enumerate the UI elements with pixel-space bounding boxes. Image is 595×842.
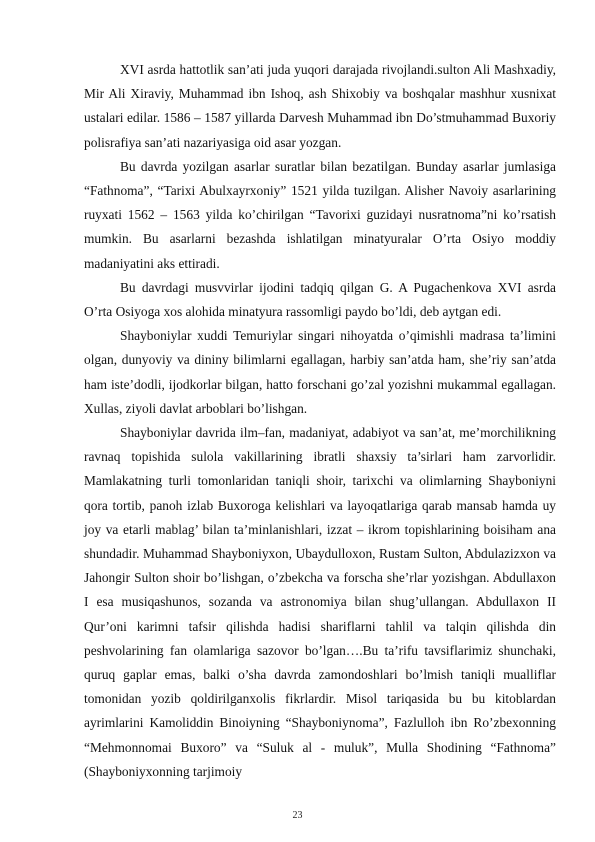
- paragraph-illustrated-works: Bu davrda yozilgan asarlar suratlar bilan bezatilgan. Bunday asarlar jumlasiga “Fathnoma”, “Tarixi Abulxayrxoniy” 1521 yilda tuzilgan. Alisher Navoiy asarlarining ruyxati 1562 – 1563 yilda ko’chirilgan “Tavorixi guzidayi nusratnoma”ni ko’rsatish mumkin. Bu asarlarni bezashda ishlatilgan minatyuralar O’rta Osiyo moddiy madaniyatini aks ettiradi.: [84, 158, 556, 271]
- body-text: [84, 58, 556, 784]
- paragraph-shaybanid-education: Shayboniylar xuddi Temuriylar singari nihoyatda o’qimishli madrasa ta’limini olgan, dunyoviy va dininy bilimlarni egallagan, harbiy san’atda ham, she’riy san’atda ham iste’dodli, ijodkorlar bilgan, hatto forschani go’zal yozishni mukammal egallagan. Xullas, ziyoli davlat arboblari bo’lishgan.: [84, 328, 556, 416]
- paragraph-calligraphy: XVI asrda hattotlik san’ati juda yuqori darajada rivojlandi.sulton Ali Mashxadiy, Mir Ali Xiraviy, Muhammad ibn Ishoq, ash Shixobiy va boshqalar mashhur xusnixat ustalari edilar. 1586 – 1587 yillarda Darvesh Muhammad ibn Do’stmuhammad Buxoriy polisrafiya san’ati nazariyasiga oid asar yozgan.: [84, 62, 556, 150]
- paragraph-pugachenkova: Bu davrdagi musvvirlar ijodini tadqiq qilgan G. A Pugachenkova XVI asrda O’rta Osiyoga xos alohida minatyura rassomligi paydo bo’ldi, deb aytgan edi.: [84, 279, 556, 320]
- page-number: 23: [292, 810, 303, 821]
- paragraph-shaybanid-culture: Shayboniylar davrida ilm–fan, madaniyat, adabiyot va san’at, me’morchilikning ravnaq topishida sulola vakillarining ibratli shaxsiy ta’sirlari ham zarvorlidir. Mamlakatning turli tomonlaridan taniqli shoir, tarixchi va olimlarning Shayboniyni qora tortib, panoh izlab Buxoroga kelishlari va layoqatlariga qarab mansab hamda uy joy va etarli mablag’ bilan ta’minlanishlari, izzat – ikrom topishlarining boisiham ana shundadir. Muhammad Shayboniyxon, Ubaydulloxon, Rustam Sulton, Abdulazizxon va Jahongir Sulton shoir bo’lishgan, o’zbekcha va forscha she’rlar yozishgan. Abdullaxon I esa musiqashunos, sozanda va astronomiya bilan shug’ullangan. Abdullaxon II Qur’oni karimni tafsir qilishda hadisi shariflarni tahlil va talqin qilishda din peshvolarining fan olamlariga sazovor bo’lgan….Bu ta’rifu tavsiflarimiz shunchaki, quruq gaplar emas, balki o’sha davrda zamondoshlari bo’lmish taniqli mualliflar tomonidan yozib qoldirilganxolis fikrlardir. Misol tariqasida bu bu kitoblardan ayrimlarini Kamoliddin Binoiyning “Shayboniynoma”, Fazlulloh ibn Ro’zbexonning “Mehmonnomai Buxoro” va “Suluk al - muluk”, Mulla Shodining “Fathnoma” (Shayboniyxonning tarjimoiy: [84, 425, 556, 779]
